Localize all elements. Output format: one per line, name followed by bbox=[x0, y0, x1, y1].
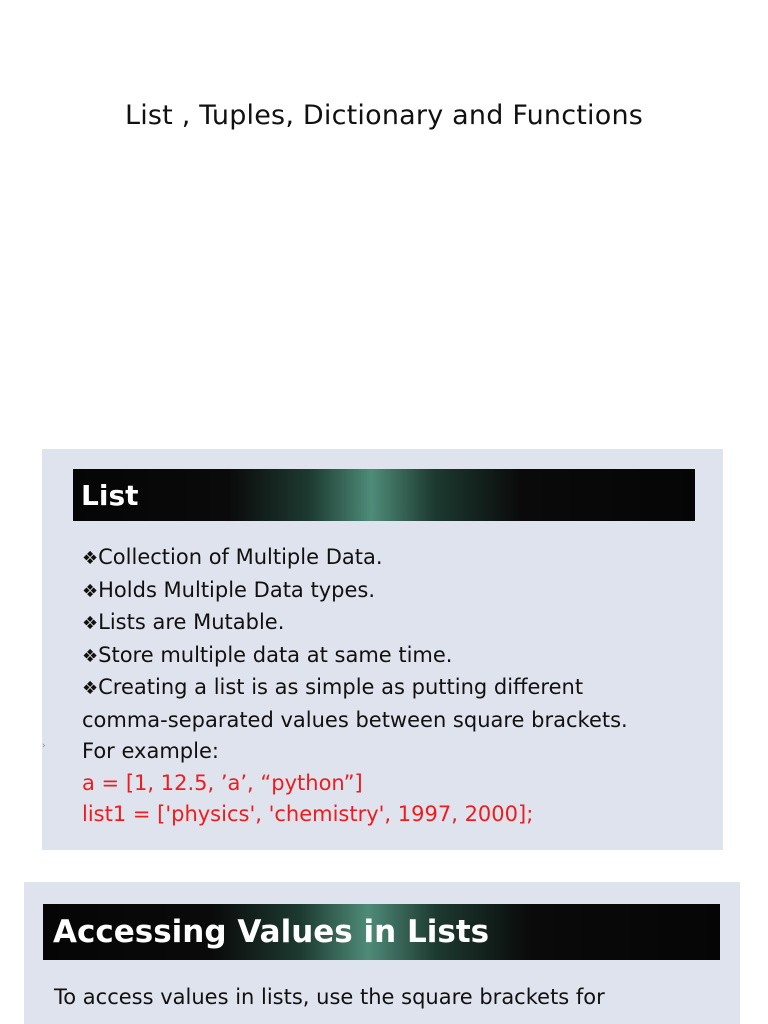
bullet-item bbox=[82, 607, 702, 640]
diamond-bullet-icon: ❖ bbox=[82, 548, 99, 569]
bullet-item bbox=[82, 640, 702, 673]
slide-list bbox=[42, 449, 723, 850]
bullet-item bbox=[82, 542, 702, 575]
slide-header-list: List bbox=[73, 469, 695, 521]
continuation-text: comma-separated values between square brackets. bbox=[82, 707, 628, 732]
side-mark: › bbox=[42, 741, 46, 751]
bullet-text: Holds Multiple Data types. bbox=[98, 577, 375, 602]
bullet-item bbox=[82, 575, 702, 608]
document-title: List , Tuples, Dictionary and Functions bbox=[124, 100, 644, 131]
diamond-bullet-icon: ❖ bbox=[82, 580, 99, 602]
bullet-text: Lists are Mutable. bbox=[98, 610, 285, 634]
code-example: a = [1, 12.5, ’a’, “python”] bbox=[82, 770, 363, 795]
continuation-text: For example: bbox=[82, 739, 219, 763]
bullet-text: Collection of Multiple Data. bbox=[98, 545, 383, 569]
body-text: To access values in lists, use the square brackets for bbox=[54, 985, 605, 1009]
code-example: list1 = ['physics', 'chemistry', 1997, 2000]; bbox=[82, 802, 534, 826]
bullet-text: Store multiple data at same time. bbox=[98, 642, 453, 667]
slide-body-accessing bbox=[54, 982, 724, 1013]
diamond-bullet-icon: ❖ bbox=[82, 678, 99, 699]
diamond-bullet-icon: ❖ bbox=[82, 645, 99, 667]
slide-header-accessing: Accessing Values in Lists bbox=[43, 904, 720, 960]
bullet-item bbox=[82, 672, 702, 705]
diamond-bullet-icon: ❖ bbox=[82, 613, 99, 634]
slide-body-list bbox=[82, 542, 702, 831]
bullet-text: Creating a list is as simple as putting different bbox=[98, 675, 584, 699]
slide-accessing-values bbox=[24, 882, 740, 1024]
